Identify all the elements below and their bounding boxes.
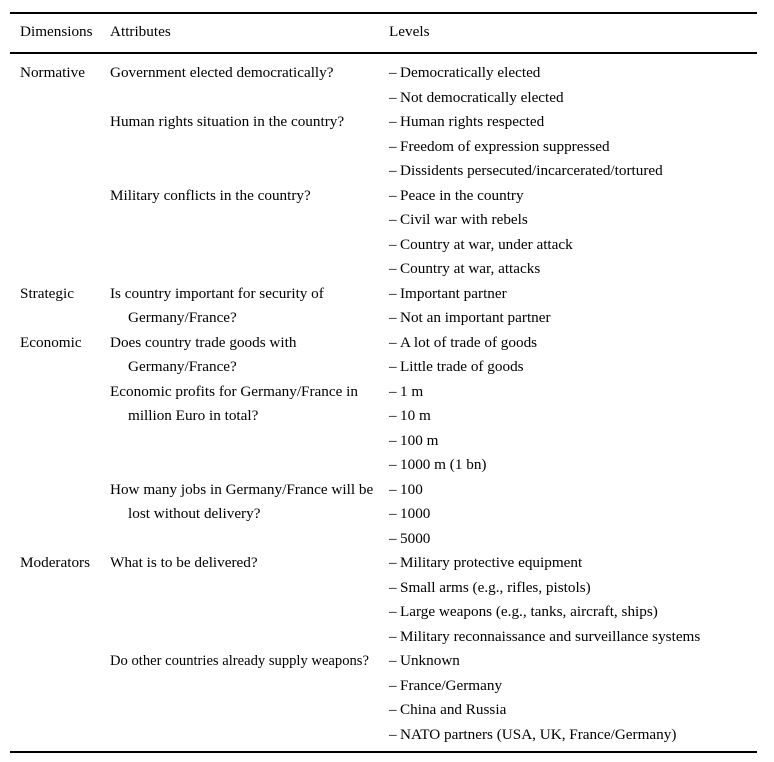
level-text: 100 bbox=[400, 480, 423, 498]
levels-cell bbox=[389, 380, 774, 478]
dash-bullet-icon: – bbox=[389, 162, 397, 179]
levels-list bbox=[389, 551, 774, 649]
level-item bbox=[389, 404, 774, 429]
table-body bbox=[0, 61, 774, 747]
level-text: Peace in the country bbox=[400, 186, 524, 204]
dimension-text bbox=[20, 649, 110, 674]
dimension-text: Economic bbox=[20, 333, 82, 351]
attribute-text: What is to be delivered? bbox=[110, 554, 258, 571]
dash-bullet-icon: – bbox=[389, 603, 397, 620]
level-item bbox=[389, 159, 774, 184]
level-item bbox=[389, 306, 774, 331]
level-text: 100 m bbox=[400, 431, 439, 449]
dash-bullet-icon: – bbox=[389, 578, 397, 596]
levels-cell bbox=[389, 282, 774, 331]
level-text: Country at war, attacks bbox=[400, 260, 541, 277]
dimension-label bbox=[20, 184, 110, 209]
level-text: 1000 m (1 bn) bbox=[400, 456, 487, 473]
dimension-label bbox=[20, 478, 110, 503]
level-text: Not democratically elected bbox=[400, 88, 564, 106]
dash-bullet-icon: – bbox=[389, 284, 397, 302]
table-row bbox=[0, 282, 774, 331]
dimension-text: Strategic bbox=[20, 284, 74, 302]
dimension-label bbox=[20, 380, 110, 405]
level-item bbox=[389, 674, 774, 699]
level-text: Human rights respected bbox=[400, 113, 545, 130]
dimension-text: Normative bbox=[20, 64, 85, 81]
table-row bbox=[0, 61, 774, 110]
level-text: NATO partners (USA, UK, France/Germany) bbox=[400, 725, 677, 743]
attribute-cell bbox=[110, 331, 389, 380]
levels-cell bbox=[389, 331, 774, 380]
level-item bbox=[389, 233, 774, 258]
level-item bbox=[389, 723, 774, 748]
level-text: Country at war, under attack bbox=[400, 235, 573, 253]
level-item bbox=[389, 86, 774, 111]
table-row bbox=[0, 649, 774, 747]
level-item bbox=[389, 184, 774, 209]
header-attributes: Attributes bbox=[110, 23, 171, 40]
table-row bbox=[0, 380, 774, 478]
level-item bbox=[389, 257, 774, 282]
dash-bullet-icon: – bbox=[389, 652, 397, 669]
header-dimensions: Dimensions bbox=[20, 23, 93, 40]
level-item bbox=[389, 625, 774, 650]
level-item bbox=[389, 502, 774, 527]
levels-cell bbox=[389, 551, 774, 649]
dimension-label bbox=[20, 331, 110, 356]
dimension-text bbox=[20, 110, 110, 135]
level-text: Small arms (e.g., rifles, pistols) bbox=[400, 578, 591, 596]
dash-bullet-icon: – bbox=[389, 88, 397, 106]
dimension-label bbox=[20, 649, 110, 674]
levels-cell bbox=[389, 110, 774, 184]
dimension-label bbox=[20, 110, 110, 135]
level-text: Unknown bbox=[400, 652, 460, 669]
dimension-text bbox=[20, 184, 110, 209]
attribute-cell bbox=[110, 380, 389, 429]
dimension-label bbox=[20, 61, 110, 86]
level-text: Civil war with rebels bbox=[400, 211, 528, 228]
dimension-text: Moderators bbox=[20, 554, 91, 571]
attribute-cell bbox=[110, 184, 389, 209]
dash-bullet-icon: – bbox=[389, 382, 397, 400]
level-text: 5000 bbox=[400, 529, 431, 547]
dash-bullet-icon: – bbox=[389, 407, 397, 424]
dash-bullet-icon: – bbox=[389, 725, 397, 743]
attribute-text: Government elected democratically? bbox=[110, 64, 334, 81]
dash-bullet-icon: – bbox=[389, 64, 397, 81]
table-row bbox=[0, 184, 774, 282]
levels-list bbox=[389, 331, 774, 380]
level-text: Little trade of goods bbox=[400, 358, 524, 375]
level-text: China and Russia bbox=[400, 701, 507, 718]
level-item bbox=[389, 355, 774, 380]
levels-list bbox=[389, 282, 774, 331]
attribute-text: Military conflicts in the country? bbox=[110, 186, 311, 204]
level-item bbox=[389, 429, 774, 454]
level-item bbox=[389, 698, 774, 723]
dash-bullet-icon: – bbox=[389, 554, 397, 571]
dash-bullet-icon: – bbox=[389, 676, 397, 694]
dash-bullet-icon: – bbox=[389, 431, 397, 449]
level-item bbox=[389, 282, 774, 307]
dimension-label bbox=[20, 551, 110, 576]
level-text: Freedom of expression suppressed bbox=[400, 137, 610, 155]
levels-list bbox=[389, 380, 774, 478]
level-item bbox=[389, 453, 774, 478]
level-item bbox=[389, 600, 774, 625]
table-bottom-rule bbox=[10, 751, 757, 753]
level-item bbox=[389, 380, 774, 405]
level-text: 10 m bbox=[400, 407, 431, 424]
dash-bullet-icon: – bbox=[389, 235, 397, 253]
level-text: 1 m bbox=[400, 382, 424, 400]
dash-bullet-icon: – bbox=[389, 358, 397, 375]
level-item bbox=[389, 551, 774, 576]
dash-bullet-icon: – bbox=[389, 529, 397, 547]
level-text: Not an important partner bbox=[400, 309, 551, 326]
attribute-cell bbox=[110, 110, 389, 135]
level-item bbox=[389, 478, 774, 503]
attribute-text: Do other countries already supply weapons? bbox=[110, 653, 369, 669]
level-text: Military reconnaissance and surveillance systems bbox=[400, 627, 701, 645]
level-item bbox=[389, 649, 774, 674]
table-top-rule bbox=[10, 12, 757, 14]
dash-bullet-icon: – bbox=[389, 505, 397, 522]
level-item bbox=[389, 110, 774, 135]
level-text: A lot of trade of goods bbox=[400, 333, 538, 351]
level-item bbox=[389, 331, 774, 356]
attribute-text: How many jobs in Germany/France will be lost without delivery? bbox=[110, 480, 374, 522]
attribute-cell bbox=[110, 61, 389, 86]
dash-bullet-icon: – bbox=[389, 260, 397, 277]
attribute-text: Is country important for security of Germany/France? bbox=[110, 284, 324, 326]
attribute-text: Economic profits for Germany/France in million Euro in total? bbox=[110, 382, 358, 424]
table-row bbox=[0, 331, 774, 380]
dash-bullet-icon: – bbox=[389, 456, 397, 473]
attribute-cell bbox=[110, 478, 389, 527]
dash-bullet-icon: – bbox=[389, 113, 397, 130]
level-item bbox=[389, 61, 774, 86]
dash-bullet-icon: – bbox=[389, 627, 397, 645]
dimension-text bbox=[20, 380, 110, 405]
level-text: 1000 bbox=[400, 505, 431, 522]
attribute-cell bbox=[110, 649, 389, 674]
levels-list bbox=[389, 61, 774, 110]
dimension-label bbox=[20, 282, 110, 307]
level-item bbox=[389, 135, 774, 160]
levels-list bbox=[389, 110, 774, 184]
levels-list bbox=[389, 649, 774, 747]
dash-bullet-icon: – bbox=[389, 211, 397, 228]
levels-list bbox=[389, 478, 774, 552]
levels-cell bbox=[389, 184, 774, 282]
dash-bullet-icon: – bbox=[389, 701, 397, 718]
table-header-rule bbox=[10, 52, 757, 54]
table-header-row bbox=[0, 22, 774, 42]
attribute-text: Does country trade goods with Germany/France? bbox=[110, 333, 297, 375]
level-text: Large weapons (e.g., tanks, aircraft, ships) bbox=[400, 603, 658, 620]
header-levels: Levels bbox=[389, 23, 430, 40]
dimension-text bbox=[20, 478, 110, 503]
level-item bbox=[389, 527, 774, 552]
level-text: Important partner bbox=[400, 284, 507, 302]
levels-cell bbox=[389, 649, 774, 747]
table-row bbox=[0, 110, 774, 184]
dash-bullet-icon: – bbox=[389, 309, 397, 326]
table-row bbox=[0, 551, 774, 649]
levels-list bbox=[389, 184, 774, 282]
levels-cell bbox=[389, 61, 774, 110]
dash-bullet-icon: – bbox=[389, 137, 397, 155]
dash-bullet-icon: – bbox=[389, 186, 397, 204]
dash-bullet-icon: – bbox=[389, 480, 397, 498]
attribute-text: Human rights situation in the country? bbox=[110, 113, 345, 130]
level-text: Democratically elected bbox=[400, 64, 541, 81]
level-text: Military protective equipment bbox=[400, 554, 583, 571]
level-text: Dissidents persecuted/incarcerated/tortured bbox=[400, 162, 663, 179]
level-item bbox=[389, 576, 774, 601]
attribute-cell bbox=[110, 551, 389, 576]
level-text: France/Germany bbox=[400, 676, 503, 694]
dash-bullet-icon: – bbox=[389, 333, 397, 351]
table-row bbox=[0, 478, 774, 552]
levels-cell bbox=[389, 478, 774, 552]
level-item bbox=[389, 208, 774, 233]
attribute-cell bbox=[110, 282, 389, 331]
